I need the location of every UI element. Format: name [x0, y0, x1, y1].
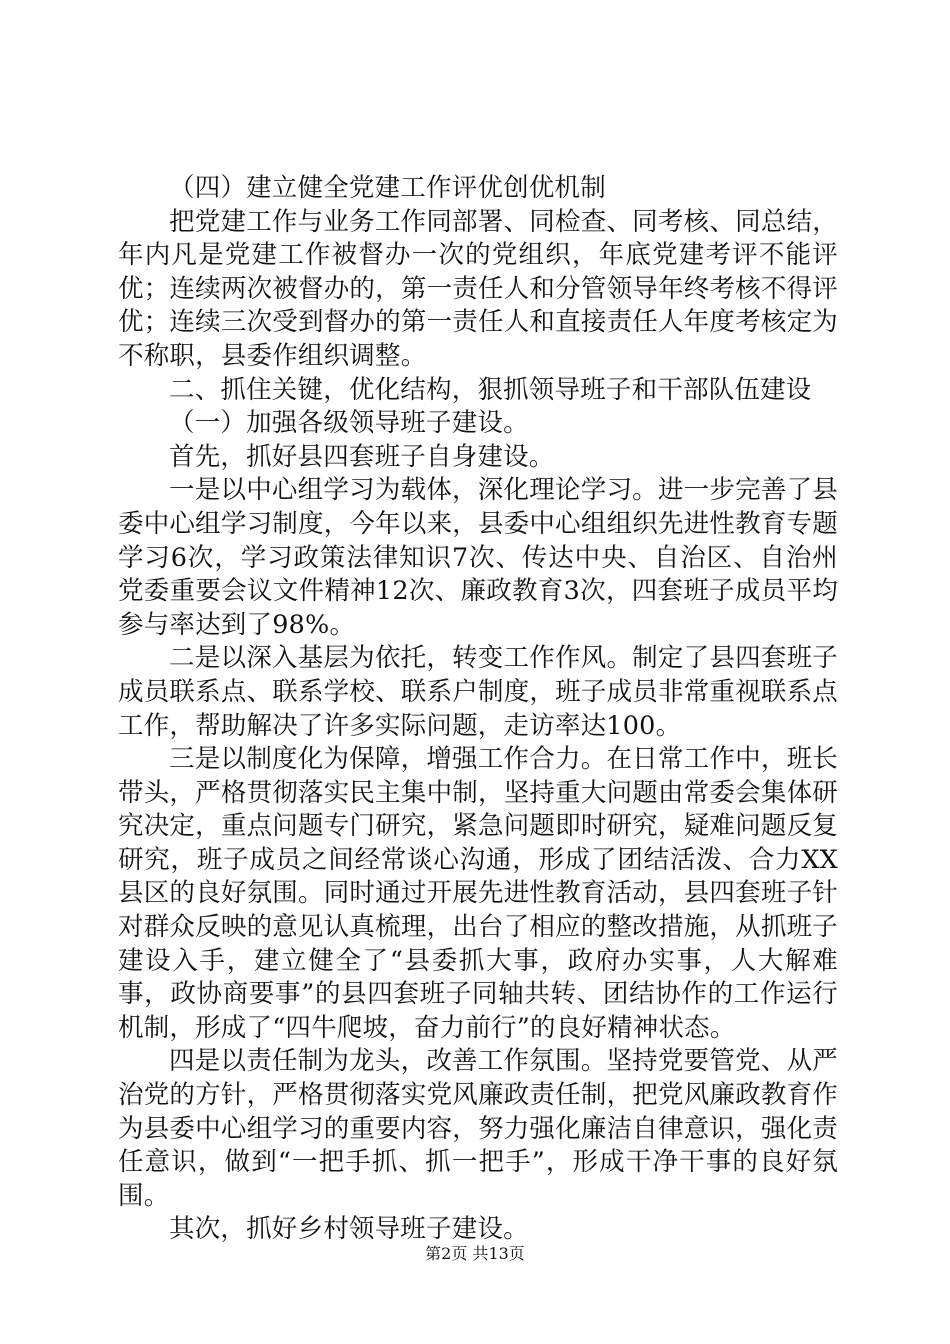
- subsection-heading-1: （一）加强各级领导班子建设。: [169, 408, 529, 439]
- page-footer: [0, 1244, 950, 1264]
- paragraph: 四是以责任制为龙头，改善工作氛围。坚持党要管党、从严治党的方针，严格贯彻落实党风廉政责任制，把党风廉政教育作为县委中心组学习的重要内容，努力强化廉洁自律意识，强化责任意识，做到“一把手抓、抓一把手”，形成干净干事的良好氛围。: [118, 1046, 838, 1211]
- paragraph: 一是以中心组学习为载体，深化理论学习。进一步完善了县委中心组学习制度，今年以来，县委中心组组织先进性教育专题学习6次，学习政策法律知识7次、传达中央、自治区、自治州党委重要会议文件精神12次、廉政教育3次，四套班子成员平均参与率达到了98%。: [118, 475, 838, 640]
- paragraph: 首先，抓好县四套班子自身建设。: [169, 441, 555, 472]
- document-body: [118, 172, 838, 1247]
- paragraph: 把党建工作与业务工作同部署、同检查、同考核、同总结，年内凡是党建工作被督办一次的党组织，年底党建考评不能评优；连续两次被督办的，第一责任人和分管领导年终考核不得评优；连续三次受到督办的第一责任人和直接责任人年度考核定为不称职，县委作组织调整。: [118, 206, 838, 371]
- section-heading-2: 二、抓住关键，优化结构，狠抓领导班子和干部队伍建设: [169, 374, 812, 405]
- page-number-label: 第2页 共13页: [425, 1244, 525, 1263]
- paragraph: 其次，抓好乡村领导班子建设。: [169, 1214, 529, 1245]
- paragraph: 三是以制度化为保障，增强工作合力。在日常工作中，班长带头，严格贯彻落实民主集中制，坚持重大问题由常委会集体研究决定，重点问题专门研究，紧急问题即时研究，疑难问题反复研究，班子成员之间经常谈心沟通，形成了团结活泼、合力XX县区的良好氛围。同时通过开展先进性教育活动，县四套班子针对群众反映的意见认真梳理，出台了相应的整改措施，从抓班子建设入手，建立健全了“县委抓大事，政府办实事，人大解难事，政协商要事”的县四套班子同轴共转、团结协作的工作运行机制，形成了“四牛爬坡，奋力前行”的良好精神状态。: [118, 744, 838, 1043]
- paragraph: 二是以深入基层为依托，转变工作作风。制定了县四套班子成员联系点、联系学校、联系户制度，班子成员非常重视联系点工作，帮助解决了许多实际问题，走访率达100。: [118, 643, 838, 741]
- section-heading-4: （四）建立健全党建工作评优创优机制: [169, 173, 606, 203]
